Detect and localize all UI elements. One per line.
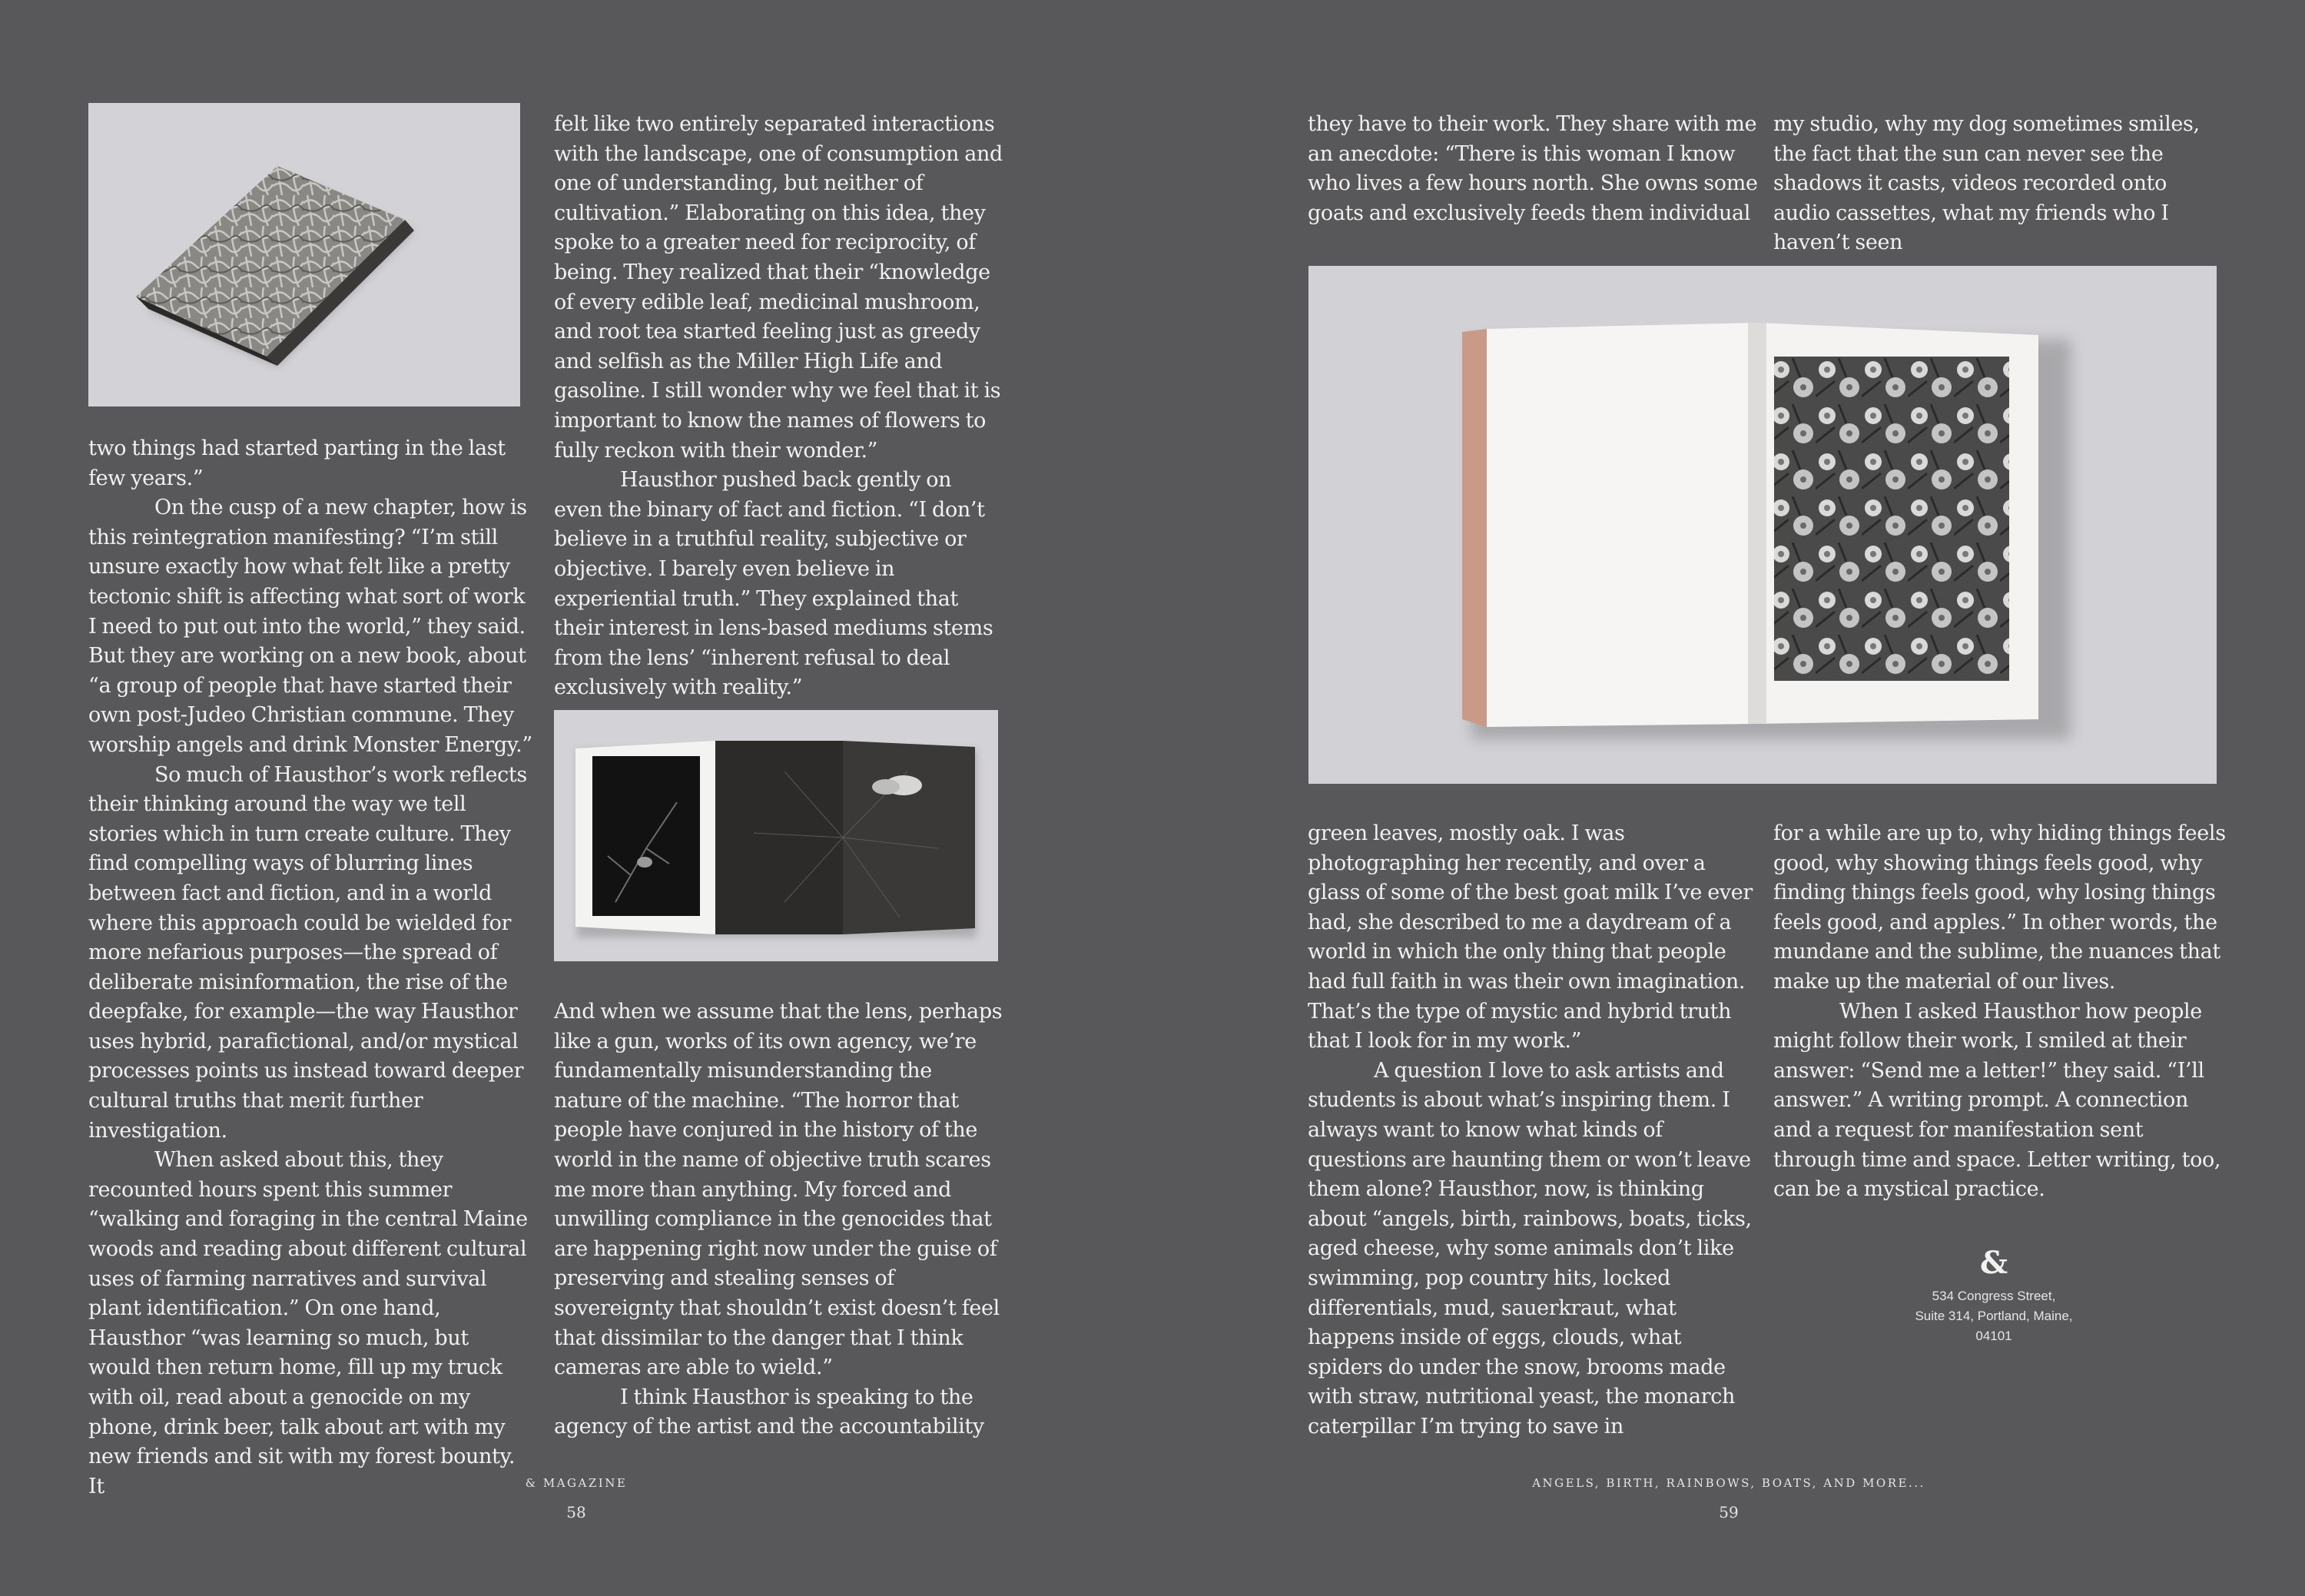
paragraph: they have to their work. They share with me an anecdote: “There is this woman I know who lives a few hours north. She owns some goats and exclusively feeds them individual <box>1308 112 1758 225</box>
right-column-1-bottom <box>1308 819 1761 1442</box>
paragraph: my studio, why my dog sometimes smiles, the fact that the sun can never see the shadows it casts, videos recorded onto audio cassettes, what my friends who I haven’t seen <box>1773 112 2200 255</box>
closed-book-photo <box>88 103 520 406</box>
address-line: 04101 <box>1975 1329 2012 1343</box>
paragraph: When asked about this, they recounted hours spent this summer “walking and foraging in the central Maine woods and reading about different cultural uses of farming narratives and survival plant identification.” On one hand, Hausthor “was learning so much, but would then return home, fill up my truck with oil, read about a genocide on my phone, drink beer, talk about art with my new friends and sit with my forest bounty. It <box>88 1148 528 1498</box>
address-block <box>1844 1286 2144 1346</box>
right-column-1-top <box>1308 110 1761 228</box>
paragraph: two things had started parting in the last few years.” <box>88 436 506 490</box>
paragraph: So much of Hausthor’s work reflects their thinking around the way we tell stories which in turn create culture. They find compelling ways of blurring lines between fact and fiction, and in a world where this approach could be wielded for more nefarious purposes—the spread of deliberate misinformation, the rise of the deepfake, for example—the way Hausthor uses hybrid, parafictional, and/or mystical processes points us instead toward deeper cultural truths that merit further investigation. <box>88 762 527 1143</box>
magazine-name: & MAGAZINE <box>525 1476 628 1490</box>
left-column-2-top <box>554 110 1003 703</box>
page-number-right: 59 <box>1719 1503 1739 1521</box>
paragraph: I think Hausthor is speaking to the agency of the artist and the accountability <box>554 1385 984 1439</box>
left-column-2-bottom <box>554 997 1003 1442</box>
paragraph: And when we assume that the lens, perhaps like a gun, works of its own agency, we’re fundamentally misunderstanding the nature of the machine. “The horror that people have conjured in the history of the world in the name of objective truth scares me more than anything. My forced and unwilling compliance in the genocides that are happening right now under the guise of preserving and stealing senses of sovereignty that shouldn’t exist doesn’t feel that dissimilar to the danger that I think cameras are able to wield.” <box>554 1000 1003 1380</box>
paragraph: felt like two entirely separated interactions with the landscape, one of consumption and one of understanding, but neither of cultivation.” Elaborating on this idea, they spoke to a greater need for reciprocity, of being. They realized that their “knowledge of every edible leaf, medicinal mushroom, and root tea started feeling just as greedy and selfish as the Miller High Life and gasoline. I still wonder why we feel that it is important to know the names of flowers to fully reckon with their wonder.” <box>554 112 1003 463</box>
paragraph: green leaves, mostly oak. I was photographing her recently, and over a glass of some of the best goat milk I’ve ever had, she described to me a daydream of a world in which the only thing that people had full faith in was their own imagination. That’s the type of mystic and hybrid truth that I look for in my work.” <box>1308 821 1753 1053</box>
right-column-2-top <box>1773 110 2227 258</box>
open-book-flowers-photo <box>1308 266 2217 784</box>
end-mark-ampersand: & <box>1979 1245 2008 1281</box>
open-book-moth-photo <box>554 710 998 961</box>
address-line: 534 Congress Street, <box>1932 1289 2056 1303</box>
paragraph: Hausthor pushed back gently on even the binary of fact and fiction. “I don’t believe in a truthful reality, subjective or objective. I barely even believe in experiential truth.” They explained that their interest in lens-based mediums stems from the lens’ “inherent refusal to deal exclusively with reality.” <box>554 468 993 700</box>
address-line: Suite 314, Portland, Maine, <box>1915 1309 2073 1323</box>
right-column-2-bottom <box>1773 819 2227 1205</box>
paragraph: When I asked Hausthor how people might follow their work, I smiled at their answer: “Send me a letter!” they said. “I’ll answer.” A writing prompt. A connection and a request for manifestation sent through time and space. Letter writing, too, can be a mystical practice. <box>1773 999 2221 1202</box>
section-title: ANGELS, BIRTH, RAINBOWS, BOATS, AND MORE... <box>1532 1476 1925 1490</box>
paragraph: A question I love to ask artists and students is about what’s inspiring them. I always want to know what kinds of questions are haunting them or won’t leave them alone? Hausthor, now, is thinking about “angels, birth, rainbows, boats, ticks, aged cheese, why some animals don’t like swimming, pop country hits, locked differentials, mud, sauerkraut, what happens inside of eggs, clouds, what spiders do under the snow, brooms made with straw, nutritional yeast, the monarch caterpillar I’m trying to save in <box>1308 1058 1752 1438</box>
page-number-left: 58 <box>566 1503 586 1521</box>
left-column-1 <box>88 434 534 1501</box>
paragraph: for a while are up to, why hiding things feels good, why showing things feels good, why finding things feels good, why losing things feels good, and apples.” In other words, the mundane and the sublime, the nuances that make up the material of our lives. <box>1773 821 2226 994</box>
paragraph: On the cusp of a new chapter, how is this reintegration manifesting? “I’m still unsure exactly how what felt like a pretty tectonic shift is affecting what sort of work I need to put out into the world,” they said. But they are working on a new book, about “a group of people that have started their own post-Judeo Christian commune. They worship angels and drink Monster Energy.” <box>88 496 532 757</box>
